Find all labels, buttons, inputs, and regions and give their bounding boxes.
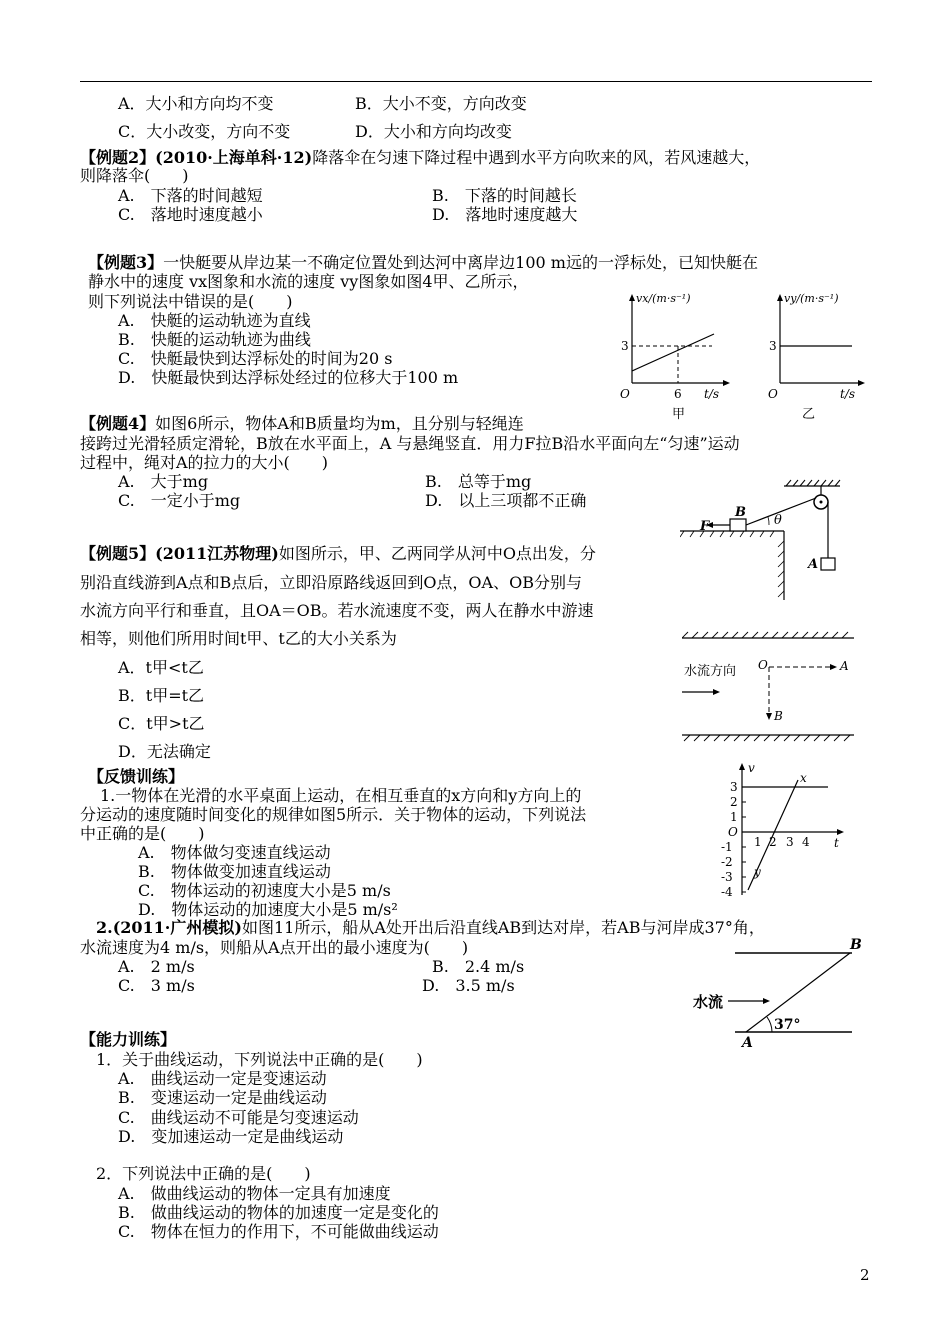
feedback-q2-option-b: B. 2.4 m/s <box>432 957 525 976</box>
point-a-label: A <box>742 1035 753 1050</box>
example-3-line2: 静水中的速度 vx图象和水流的速度 vy图象如图4甲、乙所示， <box>88 272 529 291</box>
vx-caption: 甲 <box>672 407 686 422</box>
ability-q1-option-b: B. 变速运动一定是曲线运动 <box>118 1088 327 1107</box>
ability-q2-line1: 2．下列说法中正确的是( ) <box>96 1164 311 1183</box>
ability-q2-option-c: C. 物体在恒力的作用下，不可能做曲线运动 <box>118 1222 439 1241</box>
vt-v-label: v <box>748 761 755 775</box>
example-3-line1 <box>88 253 758 273</box>
example-5-text: 如图所示，甲、乙两同学从河中O点出发，分 <box>278 544 596 563</box>
vy-ytick: 3 <box>769 339 777 353</box>
example-2-option-c: C. 落地时速度越小 <box>118 205 263 224</box>
ability-heading: 【能力训练】 <box>80 1030 177 1049</box>
vx-line <box>632 334 714 371</box>
example-2-line1 <box>80 148 760 168</box>
ability-q1-option-c: C. 曲线运动不可能是匀变速运动 <box>118 1108 359 1127</box>
example-3-option-d: D. 快艇最快到达浮标处经过的位移大于100 m <box>118 368 459 387</box>
vt-xtick: 2 <box>769 835 777 849</box>
figure-boat-crossing <box>690 935 870 1050</box>
example-5-line3: 水流方向平行和垂直，且OA＝OB。若水流速度不变，两人在静水中游速 <box>80 601 594 620</box>
figure-river <box>682 630 857 745</box>
example-5-option-c: C．t甲>t乙 <box>118 714 205 733</box>
example-4-line3: 过程中，绳对A的拉力的大小( ) <box>80 453 329 472</box>
feedback-q2-line1 <box>96 918 765 938</box>
example-4-option-a: A. 大于mg <box>118 472 209 491</box>
block-a <box>821 558 835 570</box>
vt-ytick: -3 <box>721 870 733 884</box>
example-2-line2: 则降落伞( ) <box>80 166 189 185</box>
example-5-option-a: A．t甲<t乙 <box>118 658 204 677</box>
example-2-option-a: A. 下落的时间越短 <box>118 186 263 205</box>
example-5-line4: 相等，则他们所用时间t甲、t乙的大小关系为 <box>80 629 397 648</box>
example-4-option-c: C. 一定小于mg <box>118 491 241 510</box>
angle-label: 37° <box>774 1017 801 1033</box>
feedback-q2-option-d: D. 3.5 m/s <box>422 976 515 995</box>
feedback-q1-option-a: A. 物体做匀变速直线运动 <box>138 843 331 862</box>
vy-caption: 乙 <box>802 407 816 422</box>
vt-xtick: 3 <box>786 835 794 849</box>
example-4-option-d: D. 以上三项都不正确 <box>425 491 587 510</box>
figure-vy-graph <box>760 288 870 423</box>
example-5-head: 【例题5】(2011江苏物理) <box>80 544 279 563</box>
example-5-option-b: B．t甲=t乙 <box>118 686 205 705</box>
block-b-label: B <box>735 505 746 520</box>
example-4-text: 如图6所示，物体A和B质量均为m，且分别与轻绳连 <box>155 414 524 433</box>
block-a-label: A <box>808 557 819 572</box>
figure-vx-graph <box>612 288 742 423</box>
vt-ytick: -4 <box>721 885 733 899</box>
example-2-head: 【例题2】(2010·上海单科·12) <box>80 148 313 167</box>
figure-vt-graph <box>718 760 858 905</box>
option-c: C．大小改变，方向不变 <box>118 122 291 141</box>
vt-ytick: -1 <box>721 840 733 854</box>
header-rule <box>80 81 872 82</box>
vt-xtick: 4 <box>802 835 810 849</box>
example-4-line2: 接跨过光滑轻质定滑轮，B放在水平面上，A 与悬绳竖直．用力F拉B沿水平面向左“匀速”运动 <box>80 434 740 453</box>
example-2-text: 降落伞在匀速下降过程中遇到水平方向吹来的风，若风速越大， <box>312 148 761 167</box>
block-b <box>730 519 746 531</box>
example-3-option-a: A. 快艇的运动轨迹为直线 <box>118 311 311 330</box>
example-3-line3: 则下列说法中错误的是( ) <box>88 292 293 311</box>
vx-ylabel: vx/(m·s⁻¹) <box>636 292 691 305</box>
example-2-option-b: B. 下落的时间越长 <box>432 186 577 205</box>
example-3-option-b: B. 快艇的运动轨迹为曲线 <box>118 330 311 349</box>
option-b: B．大小不变，方向改变 <box>355 94 527 113</box>
feedback-q1-line3: 中正确的是( ) <box>80 824 205 843</box>
vt-ytick: 1 <box>730 810 738 824</box>
vt-y-label: y <box>754 865 761 879</box>
force-f-label: F <box>700 519 710 534</box>
feedback-q1-line2: 分运动的速度随时间变化的规律如图5所示．关于物体的运动，下列说法 <box>80 805 587 824</box>
page-number: 2 <box>860 1266 870 1284</box>
ability-q1-line1: 1．关于曲线运动，下列说法中正确的是( ) <box>96 1050 423 1069</box>
example-4-line1 <box>80 414 524 434</box>
feedback-q1-line1: 1.一物体在光滑的水平桌面上运动，在相互垂直的x方向和y方向上的 <box>100 786 582 805</box>
water-flow-label: 水流 <box>693 993 724 1011</box>
example-3-head: 【例题3】 <box>88 253 164 272</box>
vt-origin: O <box>728 825 738 839</box>
example-5-line1 <box>80 544 596 564</box>
option-a: A．大小和方向均不变 <box>118 94 274 113</box>
vx-ytick: 3 <box>621 339 629 353</box>
vt-x-label: x <box>800 771 807 785</box>
vx-xtick: 6 <box>674 387 682 401</box>
feedback-q2-option-c: C. 3 m/s <box>118 976 195 995</box>
point-b-label: B <box>850 937 862 953</box>
example-2-option-d: D. 落地时速度越大 <box>432 205 578 224</box>
vt-xtick: 1 <box>754 835 762 849</box>
example-5-line2: 别沿直线游到A点和B点后，立即沿原路线返回到O点，OA、OB分别与 <box>80 573 582 592</box>
vx-origin: O <box>620 387 630 401</box>
example-3-text: 一快艇要从岸边某一不确定位置处到达河中离岸边100 m远的一浮标处，已知快艇在 <box>163 253 758 272</box>
point-a-label: A <box>840 659 849 673</box>
feedback-q1-option-d: D. 物体运动的加速度大小是5 m/s² <box>138 900 398 919</box>
feedback-q2-head: 2.(2011·广州模拟) <box>96 918 242 937</box>
feedback-q2-option-a: A. 2 m/s <box>118 957 195 976</box>
example-5-option-d: D．无法确定 <box>118 742 211 761</box>
vx-xlabel: t/s <box>704 387 720 401</box>
point-o-label: O <box>758 658 768 672</box>
figure-pulley <box>680 478 860 603</box>
vy-ylabel: vy/(m·s⁻¹) <box>784 292 839 305</box>
vt-ytick: 2 <box>730 795 738 809</box>
vy-origin: O <box>768 387 778 401</box>
theta-label: θ <box>774 513 782 528</box>
feedback-q1-option-b: B. 物体做变加速直线运动 <box>138 862 331 881</box>
feedback-q2-text: 如图11所示，船从A处开出后沿直线AB到达对岸，若AB与河岸成37°角， <box>241 918 765 937</box>
vy-xlabel: t/s <box>840 387 856 401</box>
feedback-q1-option-c: C. 物体运动的初速度大小是5 m/s <box>138 881 391 900</box>
example-4-head: 【例题4】 <box>80 414 156 433</box>
ability-q1-option-a: A. 曲线运动一定是变速运动 <box>118 1069 327 1088</box>
vt-t-label: t <box>834 836 839 850</box>
example-4-option-b: B. 总等于mg <box>425 472 532 491</box>
point-b-label: B <box>774 709 783 723</box>
vt-ytick: 3 <box>730 780 738 794</box>
example-3-option-c: C. 快艇最快到达浮标处的时间为20 s <box>118 349 393 368</box>
ability-q1-option-d: D. 变加速运动一定是曲线运动 <box>118 1127 344 1146</box>
feedback-heading: 【反馈训练】 <box>88 767 185 786</box>
feedback-q2-line2: 水流速度为4 m/s，则船从A点开出的最小速度为( ) <box>80 938 469 957</box>
ability-q2-option-b: B. 做曲线运动的物体的加速度一定是变化的 <box>118 1203 439 1222</box>
ability-q2-option-a: A. 做曲线运动的物体一定具有加速度 <box>118 1184 391 1203</box>
vt-ytick: -2 <box>721 855 733 869</box>
option-d: D．大小和方向均改变 <box>355 122 512 141</box>
flow-direction-label: 水流方向 <box>684 664 737 679</box>
